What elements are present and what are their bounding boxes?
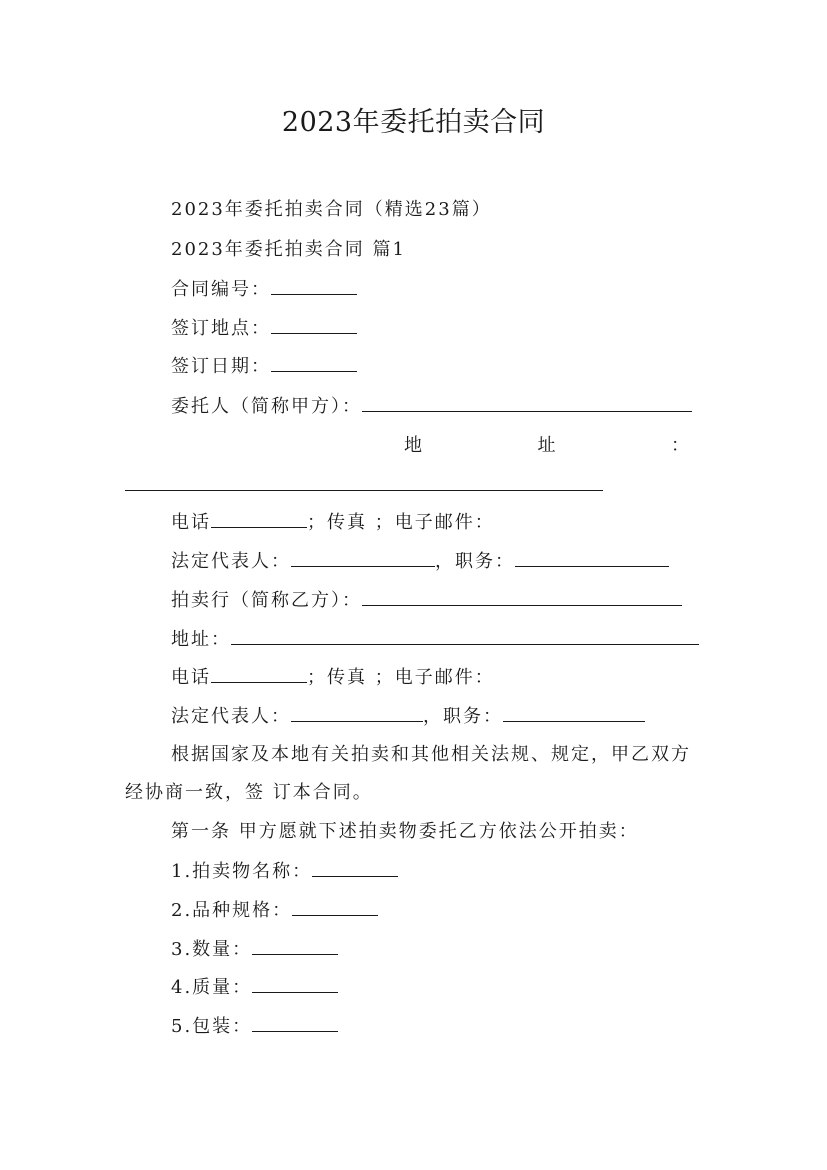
position-blank-a (515, 548, 669, 567)
auction-house-line (171, 587, 682, 614)
auction-contact-line (171, 664, 495, 691)
position-label-b: ，职务： (423, 706, 503, 727)
phone-blank-a (211, 509, 307, 528)
client-address-line (404, 433, 689, 459)
sign-date-label: 签订日期： (171, 356, 271, 377)
legal-rep-label-b: 法定代表人： (171, 706, 291, 727)
document-subtitle: 2023年委托拍卖合同（精选23篇） (171, 199, 492, 220)
auction-address-line (171, 626, 699, 653)
item-1-line (171, 858, 398, 885)
client-blank (362, 393, 692, 412)
fax-email-a: ；传真 ；电子邮件： (307, 512, 495, 533)
legal-rep-label-a: 法定代表人： (171, 551, 291, 572)
section-heading: 2023年委托拍卖合同 篇1 (171, 239, 406, 260)
item-4-blank (252, 974, 338, 993)
contract-no-line (171, 276, 357, 303)
contract-no-blank (271, 276, 357, 295)
address-char-1: 地 (404, 435, 422, 456)
phone-label-a: 电话 (171, 512, 211, 533)
legal-rep-blank-a (291, 548, 435, 567)
preamble-paragraph: 根据国家及本地有关拍卖和其他相关法规、规定，甲乙双方经协商一致，签 订本合同。 (125, 744, 691, 803)
address-char-2: 址 (537, 435, 556, 456)
address-label-b: 地址： (171, 629, 231, 650)
item-3-line (171, 936, 338, 963)
item-3-label: 3.数量： (171, 939, 253, 960)
phone-blank-b (211, 664, 307, 683)
sign-date-blank (271, 353, 357, 372)
sign-place-blank (271, 315, 357, 334)
item-3-blank (252, 936, 338, 955)
fax-email-b: ；传真 ；电子邮件： (307, 667, 495, 688)
item-2-line (171, 897, 378, 924)
item-5-blank (252, 1013, 338, 1032)
item-1-label: 1.拍卖物名称： (171, 861, 313, 882)
sign-place-line (171, 315, 357, 342)
item-5-label: 5.包装： (171, 1016, 253, 1037)
auction-house-label: 拍卖行（简称乙方）： (171, 590, 362, 611)
address-colon: ： (671, 435, 689, 456)
auction-house-blank (362, 587, 682, 606)
item-4-line (171, 974, 338, 1001)
client-contact-line (171, 509, 495, 536)
item-2-label: 2.品种规格： (171, 900, 293, 921)
client-address-blank (125, 490, 603, 491)
item-2-blank (292, 897, 378, 916)
client-label: 委托人（简称甲方）： (171, 396, 362, 417)
sign-date-line (171, 353, 357, 380)
contract-no-label: 合同编号： (171, 279, 271, 300)
client-legal-rep-line (171, 548, 669, 575)
legal-rep-blank-b (291, 703, 423, 722)
auction-legal-rep-line (171, 703, 645, 730)
sign-place-label: 签订地点： (171, 318, 271, 339)
client-line (171, 393, 692, 420)
item-4-label: 4.质量： (171, 977, 253, 998)
item-5-line (171, 1013, 338, 1040)
position-label-a: ，职务： (435, 551, 515, 572)
address-blank-b (231, 626, 699, 645)
document-title: 2023年委托拍卖合同 (281, 107, 546, 138)
phone-label-b: 电话 (171, 667, 211, 688)
position-blank-b (503, 703, 645, 722)
article-1: 第一条 甲方愿就下述拍卖物委托乙方依法公开拍卖： (171, 821, 639, 842)
item-1-blank (312, 858, 398, 877)
